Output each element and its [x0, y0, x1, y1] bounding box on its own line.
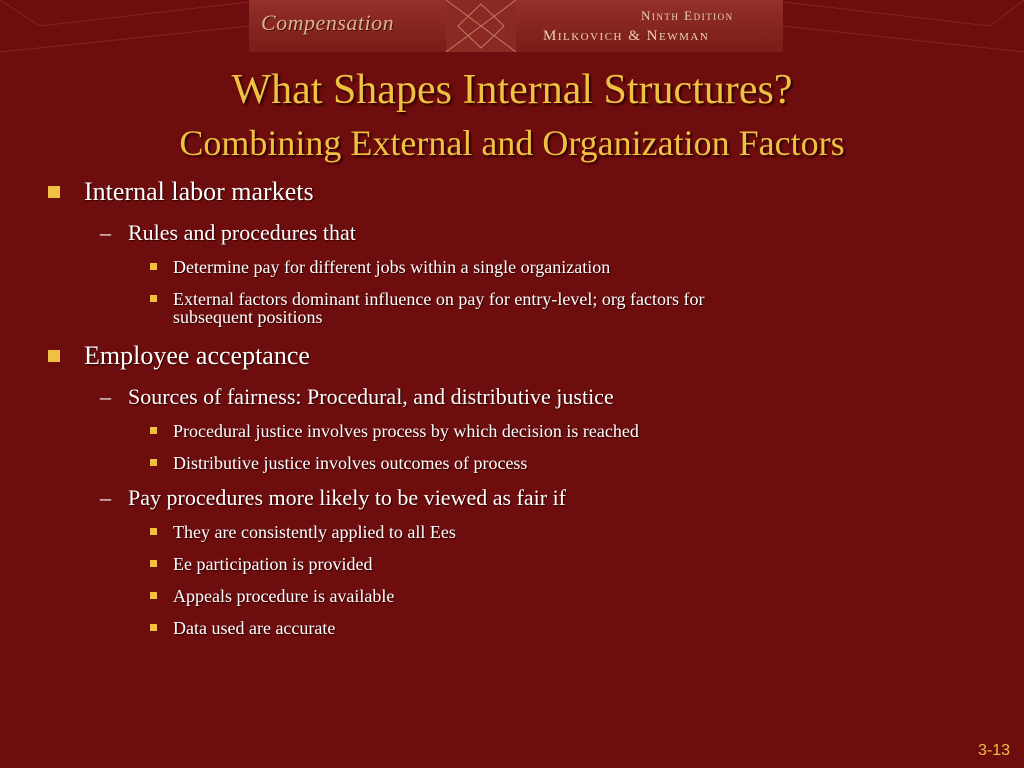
bullet-level2: Sources of fairness: Procedural, and distributive justice: [128, 384, 614, 409]
bullet-level3: Ee participation is provided: [173, 554, 373, 574]
slide-title: What Shapes Internal Structures?: [231, 67, 793, 113]
bullet-level3: Determine pay for different jobs within a single organization: [173, 257, 611, 277]
small-square-bullet-icon: [150, 459, 157, 466]
bullet-level1: Employee acceptance: [84, 341, 310, 370]
small-square-bullet-icon: [150, 560, 157, 567]
bullet-level3: Distributive justice involves outcomes of process: [173, 453, 528, 473]
bullet-level3: External factors dominant influence on pay for entry-level; org factors for: [173, 289, 705, 309]
small-square-bullet-icon: [150, 592, 157, 599]
small-square-bullet-icon: [150, 263, 157, 270]
small-square-bullet-icon: [150, 528, 157, 535]
dash-bullet-icon: –: [100, 384, 111, 409]
bullet-level3: They are consistently applied to all Ees: [173, 522, 456, 542]
bullet-level3: Data used are accurate: [173, 618, 336, 638]
edition-label: Ninth Edition: [641, 8, 734, 23]
slide-number: 3-13: [977, 742, 1010, 759]
bullet-level2: Pay procedures more likely to be viewed as fair if: [128, 485, 567, 510]
dash-bullet-icon: –: [100, 485, 111, 510]
diamond-ornament: [446, 0, 516, 52]
banner-diamond-panel: [446, 0, 516, 52]
dash-bullet-icon: –: [100, 220, 111, 245]
bullet-level3: Appeals procedure is available: [173, 586, 395, 606]
bullet-level3-continuation: subsequent positions: [173, 307, 323, 327]
small-square-bullet-icon: [150, 295, 157, 302]
bullet-level1: Internal labor markets: [84, 177, 314, 206]
authors-label: Milkovich & Newman: [543, 28, 710, 44]
square-bullet-icon: [48, 186, 60, 198]
small-square-bullet-icon: [150, 624, 157, 631]
square-bullet-icon: [48, 350, 60, 362]
slide-subtitle: Combining External and Organization Factors: [179, 123, 845, 163]
bullet-level3: Procedural justice involves process by which decision is reached: [173, 421, 639, 441]
small-square-bullet-icon: [150, 427, 157, 434]
bullet-level2: Rules and procedures that: [128, 220, 356, 245]
header-banner: [249, 0, 783, 52]
compensation-logo: Compensation: [261, 10, 395, 35]
